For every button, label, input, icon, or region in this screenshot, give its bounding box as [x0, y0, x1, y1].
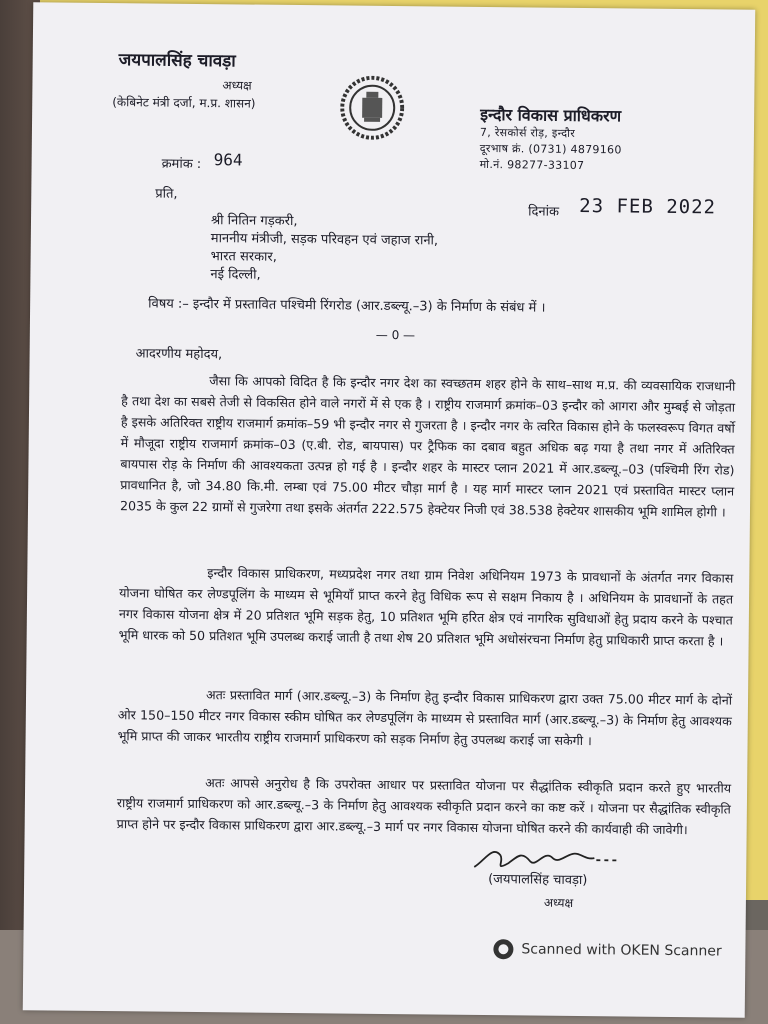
sender-cabinet-rank: (केबिनेट मंत्री दर्जा, म.प्र. शासन) [112, 95, 256, 111]
scanner-logo-icon [493, 939, 513, 959]
letter-page [23, 2, 756, 1018]
date-label: दिनांक [528, 204, 560, 220]
body-paragraph-3 [118, 683, 733, 752]
body-paragraph-4 [117, 771, 732, 840]
recipient-city: नई दिल्ली, [210, 267, 261, 283]
organization-mobile: मो.नं. 98277-33107 [479, 157, 585, 173]
organization-name: इन्दौर विकास प्राधिकरण [480, 104, 622, 126]
body-paragraph-1 [120, 369, 736, 522]
recipient-title: माननीय मंत्रीजी, सड़क परिवहन एवं जहाज रानी, [210, 231, 439, 249]
sender-role: अध्यक्ष [222, 78, 252, 93]
organization-phone: दूरभाष क्रं. (0731) 4879160 [479, 141, 622, 157]
body-paragraph-2 [119, 561, 734, 651]
reference-label: क्रमांक : [161, 156, 202, 173]
paragraph-text: इन्दौर विकास प्राधिकरण, मध्यप्रदेश नगर तथा ग्राम निवेश अधिनियम 1973 के प्रावधानों के अंतर्गत नगर विकास योजना घोषित कर लेण्डपूलिंग के माध्यम से भूमियाँ प्राप्त करने हेतु विधिक रूप से सक्षम निकाय है । अधिनियम के प्रावधानों के तहत नगर विकास योजना क्षेत्र में 20 प्रतिशत भूमि सड़क हेतु, 10 प्रतिशत भूमि हरित क्षेत्र एवं नागरिक सुविधाओं हेतु प्रदाय करने के पश्चात भूमि धारक को 50 प्रतिशत भूमि उपलब्ध कराई जाती है तथा शेष 20 प्रतिशत भूमि अधोसंरचना निर्माण हेतु प्राधिकारी प्राप्त करता है । [118, 565, 734, 649]
signature-name: (जयपालसिंह चावड़ा) [488, 872, 588, 889]
scanner-text: Scanned with OKEN Scanner [521, 941, 722, 960]
recipient-government: भारत सरकार, [210, 249, 277, 265]
sender-name: जयपालसिंह चावड़ा [118, 50, 236, 72]
reference-number: 964 [213, 150, 243, 170]
date-stamp: 23 FEB 2022 [579, 194, 717, 219]
paragraph-text: अतः प्रस्तावित मार्ग (आर.डब्ल्यू.–3) के निर्माण हेतु इन्दौर विकास प्राधिकरण द्वारा उक्त 75.00 मीटर मार्ग के दोनों ओर 150–150 मीटर नगर विकास स्कीम घोषित कर लेण्डपूलिंग के माध्यम से प्रस्तावित मार्ग (आर.डब्ल्यू.–3) के निर्माण हेतु आवश्यक भूमि प्राप्त की जाकर भारतीय राष्ट्रीय राजमार्ग प्राधिकरण को सड़क निर्माण हेतु उपलब्ध कराई जा सकेगी । [117, 687, 733, 749]
subject-line: विषय :– इन्दौर में प्रस्तावित पश्चिमी रिंगरोड (आर.डब्ल्यू.–3) के निर्माण के संबंध में । [148, 296, 546, 316]
recipient-name: श्री नितिन गड़करी, [210, 213, 298, 230]
salutation: आदरणीय महोदय, [135, 346, 223, 363]
paragraph-text: अतः आपसे अनुरोध है कि उपरोक्त आधार पर प्रस्तावित योजना पर सैद्धांतिक स्वीकृति प्रदान करते हुए भारतीय राष्ट्रीय राजमार्ग प्राधिकरण को आर.डब्ल्यू.–3 के निर्माण हेतु आवश्यक स्वीकृति प्रदान करने का कष्ट करें । योजना पर सैद्धांतिक स्वीकृति प्राप्त होने पर इन्दौर विकास प्राधिकरण द्वारा आर.डब्ल्यू.–3 मार्ग पर नगर विकास योजना घोषित करने की कार्यवाही की जावेगी। [116, 775, 732, 838]
government-seal-icon [340, 75, 405, 140]
subject-divider: — 0 — [375, 327, 416, 343]
paragraph-text: जैसा कि आपको विदित है कि इन्दौर नगर देश का स्वच्छतम शहर होने के साथ–साथ म.प्र. की व्यवसायिक राजधानी है तथा देश का सबसे तेजी से विकसित होने वाले नगरों में से एक है । राष्ट्रीय राजमार्ग क्रमांक–03 इन्दौर को आगरा और मुम्बई से जोड़ता है इसके अतिरिक्त राष्ट्रीय राजमार्ग क्रमांक–59 भी इन्दौर नगर से गुजरता है । इन्दौर नगर के त्वरित विकास होने के फलस्वरूप विगत वर्षो में मौजूदा राष्ट्रीय राजमार्ग क्रमांक–03 (ए.बी. रोड, बायपास) पर ट्रैफिक का दबाव बहुत अधिक बढ़ गया है तथा नगर में अतिरिक्त बायपास रोड़ के निर्माण की आवश्यकता उत्पन्न हो गई है । इन्दौर शहर के मास्टर प्लान 2021 में आर.डब्ल्यू.–03 (पश्चिमी रिंग रोड) प्रावधानित है, जो 34.80 कि.मी. लम्बा एवं 75.00 मीटर चौड़ा मार्ग है । यह मार्ग मास्टर प्लान 2021 एवं प्रस्तावित मास्टर प्लान 2035 के कुल 22 ग्रामों से गुजरेगा तथा इसके अंतर्गत 222.575 हेक्टेयर निजी एवं 38.538 हेक्टेयर शासकीय भूमि शामिल होगी । [119, 373, 736, 520]
organization-address: 7, रेसकोर्स रोड़, इन्दौर [479, 125, 576, 140]
signature-role: अध्यक्ष [543, 895, 574, 910]
to-label: प्रति, [155, 186, 178, 202]
scanner-watermark [493, 939, 721, 961]
